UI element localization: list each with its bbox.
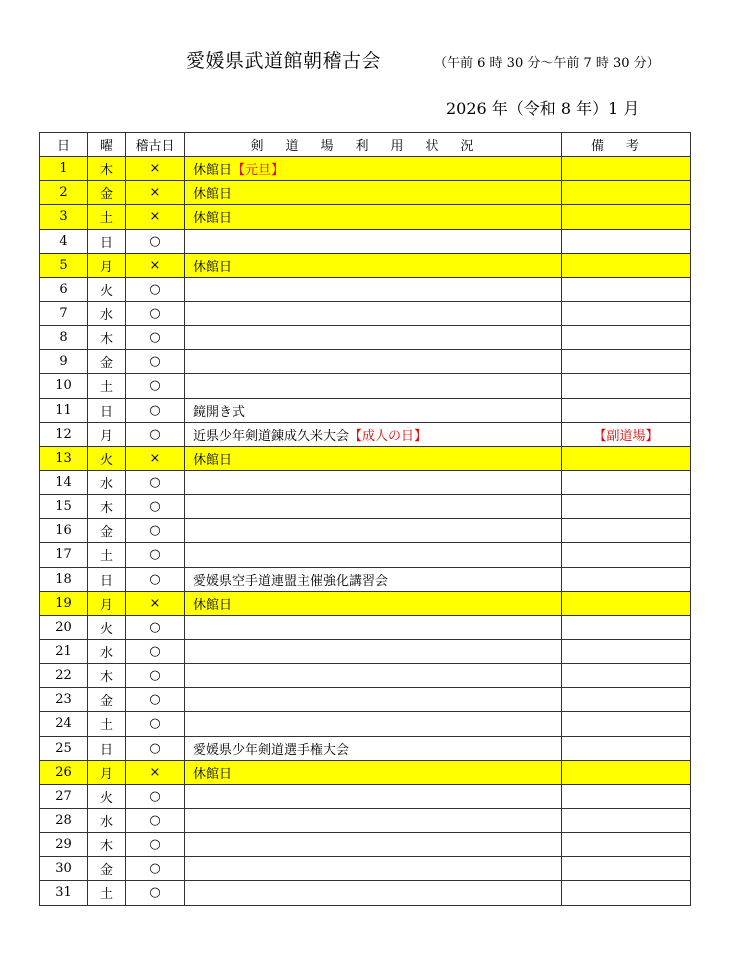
table-row (40, 664, 691, 688)
day-cell: 2 (40, 181, 88, 205)
col-header-weekday: 曜 (88, 133, 126, 157)
weekday-cell: 月 (88, 422, 126, 446)
practice-mark-cell: ○ (126, 422, 185, 446)
day-cell: 19 (40, 591, 88, 615)
status-text: 休館日 (193, 211, 233, 227)
table-row (40, 470, 691, 494)
table-row (40, 301, 691, 325)
table-row (40, 712, 691, 736)
status-cell (185, 591, 562, 615)
schedule-table (39, 132, 691, 906)
status-text: 近県少年剣道錬成久米大会 (193, 428, 350, 444)
table-row (40, 833, 691, 857)
status-cell (185, 470, 562, 494)
weekday-cell: 水 (88, 301, 126, 325)
notes-cell (562, 374, 691, 398)
practice-mark-cell: ○ (126, 277, 185, 301)
notes-cell (562, 784, 691, 808)
notes-cell (562, 688, 691, 712)
weekday-cell: 火 (88, 784, 126, 808)
weekday-cell: 月 (88, 591, 126, 615)
table-row (40, 543, 691, 567)
table-row (40, 688, 691, 712)
status-cell (185, 688, 562, 712)
table-row (40, 736, 691, 760)
practice-mark-cell: × (126, 760, 185, 784)
table-row (40, 881, 691, 905)
weekday-cell: 日 (88, 736, 126, 760)
status-cell (185, 277, 562, 301)
table-header-row (40, 133, 691, 157)
status-cell (185, 157, 562, 181)
day-cell: 13 (40, 446, 88, 470)
notes-cell (562, 712, 691, 736)
status-red-note: 【元旦】 (232, 163, 285, 179)
day-cell: 27 (40, 784, 88, 808)
notes-cell (562, 591, 691, 615)
status-red-note: 【成人の日】 (349, 428, 428, 444)
practice-mark-cell: ○ (126, 688, 185, 712)
day-cell: 3 (40, 205, 88, 229)
status-text: 休館日 (193, 597, 233, 613)
table-row (40, 519, 691, 543)
notes-cell (562, 808, 691, 832)
notes-cell (562, 881, 691, 905)
practice-hours: （午前 6 時 30 分～午前 7 時 30 分） (434, 56, 660, 71)
status-cell (185, 567, 562, 591)
day-cell: 21 (40, 639, 88, 663)
practice-mark-cell: × (126, 205, 185, 229)
status-cell (185, 639, 562, 663)
practice-mark-cell: ○ (126, 881, 185, 905)
status-cell (185, 857, 562, 881)
practice-mark-cell: × (126, 181, 185, 205)
notes-cell (562, 205, 691, 229)
notes-cell (562, 664, 691, 688)
practice-mark-cell: ○ (126, 470, 185, 494)
col-header-practice: 稽古日 (126, 133, 185, 157)
practice-mark-cell: ○ (126, 398, 185, 422)
practice-mark-cell: ○ (126, 374, 185, 398)
notes-cell (562, 760, 691, 784)
table-row (40, 350, 691, 374)
day-cell: 8 (40, 326, 88, 350)
col-header-day: 日 (40, 133, 88, 157)
table-row (40, 181, 691, 205)
weekday-cell: 木 (88, 157, 126, 181)
practice-mark-cell: ○ (126, 567, 185, 591)
table-row (40, 205, 691, 229)
notes-cell (562, 277, 691, 301)
status-cell (185, 205, 562, 229)
notes-cell (562, 422, 691, 446)
status-text: 休館日 (193, 766, 233, 782)
day-cell: 11 (40, 398, 88, 422)
table-row (40, 495, 691, 519)
weekday-cell: 土 (88, 881, 126, 905)
practice-mark-cell: ○ (126, 712, 185, 736)
weekday-cell: 土 (88, 205, 126, 229)
day-cell: 12 (40, 422, 88, 446)
notes-cell (562, 615, 691, 639)
notes-cell (562, 519, 691, 543)
status-text: 休館日 (193, 259, 233, 275)
weekday-cell: 水 (88, 470, 126, 494)
table-row (40, 253, 691, 277)
practice-mark-cell: ○ (126, 664, 185, 688)
status-text: 休館日 (193, 163, 233, 179)
status-text: 休館日 (193, 187, 233, 203)
notes-cell (562, 857, 691, 881)
page-title: 愛媛県武道館朝稽古会 (186, 50, 382, 72)
status-cell (185, 833, 562, 857)
weekday-cell: 日 (88, 229, 126, 253)
day-cell: 1 (40, 157, 88, 181)
status-cell (185, 229, 562, 253)
weekday-cell: 水 (88, 808, 126, 832)
status-text: 休館日 (193, 452, 233, 468)
weekday-cell: 日 (88, 567, 126, 591)
notes-cell (562, 181, 691, 205)
notes-cell (562, 301, 691, 325)
day-cell: 9 (40, 350, 88, 374)
weekday-cell: 木 (88, 833, 126, 857)
weekday-cell: 金 (88, 350, 126, 374)
day-cell: 22 (40, 664, 88, 688)
table-row (40, 784, 691, 808)
practice-mark-cell: ○ (126, 736, 185, 760)
status-text: 愛媛県少年剣道選手権大会 (193, 742, 350, 758)
practice-mark-cell: ○ (126, 833, 185, 857)
status-cell (185, 446, 562, 470)
col-header-status-label: 剣道場利用状況 (250, 139, 496, 155)
status-cell (185, 760, 562, 784)
day-cell: 7 (40, 301, 88, 325)
day-cell: 16 (40, 519, 88, 543)
table-row (40, 857, 691, 881)
status-cell (185, 398, 562, 422)
table-row (40, 446, 691, 470)
practice-mark-cell: × (126, 157, 185, 181)
status-cell (185, 495, 562, 519)
table-row (40, 398, 691, 422)
table-row (40, 760, 691, 784)
weekday-cell: 火 (88, 277, 126, 301)
weekday-cell: 金 (88, 181, 126, 205)
status-cell (185, 350, 562, 374)
status-cell (185, 519, 562, 543)
day-cell: 4 (40, 229, 88, 253)
status-cell (185, 664, 562, 688)
day-cell: 10 (40, 374, 88, 398)
table-row (40, 157, 691, 181)
practice-mark-cell: × (126, 446, 185, 470)
weekday-cell: 土 (88, 712, 126, 736)
day-cell: 31 (40, 881, 88, 905)
status-cell (185, 808, 562, 832)
weekday-cell: 金 (88, 688, 126, 712)
status-cell (185, 712, 562, 736)
table-row (40, 639, 691, 663)
notes-cell (562, 470, 691, 494)
day-cell: 26 (40, 760, 88, 784)
practice-mark-cell: ○ (126, 350, 185, 374)
practice-mark-cell: ○ (126, 229, 185, 253)
status-cell (185, 181, 562, 205)
notes-cell (562, 446, 691, 470)
notes-cell (562, 229, 691, 253)
day-cell: 17 (40, 543, 88, 567)
status-cell (185, 253, 562, 277)
table-row (40, 374, 691, 398)
col-header-status (185, 133, 562, 157)
col-header-notes (562, 133, 691, 157)
notes-cell (562, 833, 691, 857)
table-body (40, 157, 691, 905)
day-cell: 23 (40, 688, 88, 712)
status-text: 愛媛県空手道連盟主催強化講習会 (193, 573, 389, 589)
status-cell (185, 881, 562, 905)
practice-mark-cell: ○ (126, 301, 185, 325)
notes-cell (562, 495, 691, 519)
practice-mark-cell: ○ (126, 784, 185, 808)
col-header-notes-label: 備考 (590, 139, 661, 155)
day-cell: 6 (40, 277, 88, 301)
day-cell: 15 (40, 495, 88, 519)
table-row (40, 808, 691, 832)
status-cell (185, 374, 562, 398)
practice-mark-cell: ○ (126, 543, 185, 567)
notes-cell (562, 543, 691, 567)
day-cell: 25 (40, 736, 88, 760)
notes-cell (562, 157, 691, 181)
weekday-cell: 土 (88, 543, 126, 567)
weekday-cell: 木 (88, 495, 126, 519)
weekday-cell: 水 (88, 639, 126, 663)
day-cell: 24 (40, 712, 88, 736)
status-cell (185, 301, 562, 325)
notes-cell (562, 398, 691, 422)
weekday-cell: 火 (88, 446, 126, 470)
month-label: 2026 年（令和 8 年）1 月 (446, 99, 640, 118)
weekday-cell: 木 (88, 326, 126, 350)
notes-cell (562, 567, 691, 591)
table-row (40, 615, 691, 639)
day-cell: 29 (40, 833, 88, 857)
practice-mark-cell: ○ (126, 519, 185, 543)
practice-mark-cell: ○ (126, 639, 185, 663)
status-cell (185, 784, 562, 808)
notes-cell (562, 326, 691, 350)
practice-mark-cell: × (126, 591, 185, 615)
day-cell: 30 (40, 857, 88, 881)
day-cell: 28 (40, 808, 88, 832)
practice-mark-cell: ○ (126, 808, 185, 832)
weekday-cell: 木 (88, 664, 126, 688)
notes-cell (562, 639, 691, 663)
table-row (40, 229, 691, 253)
practice-mark-cell: ○ (126, 857, 185, 881)
weekday-cell: 火 (88, 615, 126, 639)
status-cell (185, 422, 562, 446)
notes-cell (562, 350, 691, 374)
day-cell: 5 (40, 253, 88, 277)
weekday-cell: 月 (88, 760, 126, 784)
notes-cell (562, 253, 691, 277)
status-text: 鏡開き式 (193, 404, 246, 420)
document-header (0, 44, 730, 74)
table-row (40, 326, 691, 350)
practice-mark-cell: ○ (126, 495, 185, 519)
day-cell: 20 (40, 615, 88, 639)
table-row (40, 422, 691, 446)
weekday-cell: 土 (88, 374, 126, 398)
status-cell (185, 736, 562, 760)
weekday-cell: 金 (88, 857, 126, 881)
day-cell: 14 (40, 470, 88, 494)
practice-mark-cell: ○ (126, 326, 185, 350)
table-row (40, 567, 691, 591)
practice-mark-cell: ○ (126, 615, 185, 639)
practice-mark-cell: × (126, 253, 185, 277)
status-cell (185, 615, 562, 639)
weekday-cell: 日 (88, 398, 126, 422)
day-cell: 18 (40, 567, 88, 591)
table-row (40, 591, 691, 615)
table-row (40, 277, 691, 301)
status-cell (185, 326, 562, 350)
notes-cell (562, 736, 691, 760)
status-cell (185, 543, 562, 567)
weekday-cell: 金 (88, 519, 126, 543)
note-text: 【副道場】 (593, 428, 659, 444)
weekday-cell: 月 (88, 253, 126, 277)
